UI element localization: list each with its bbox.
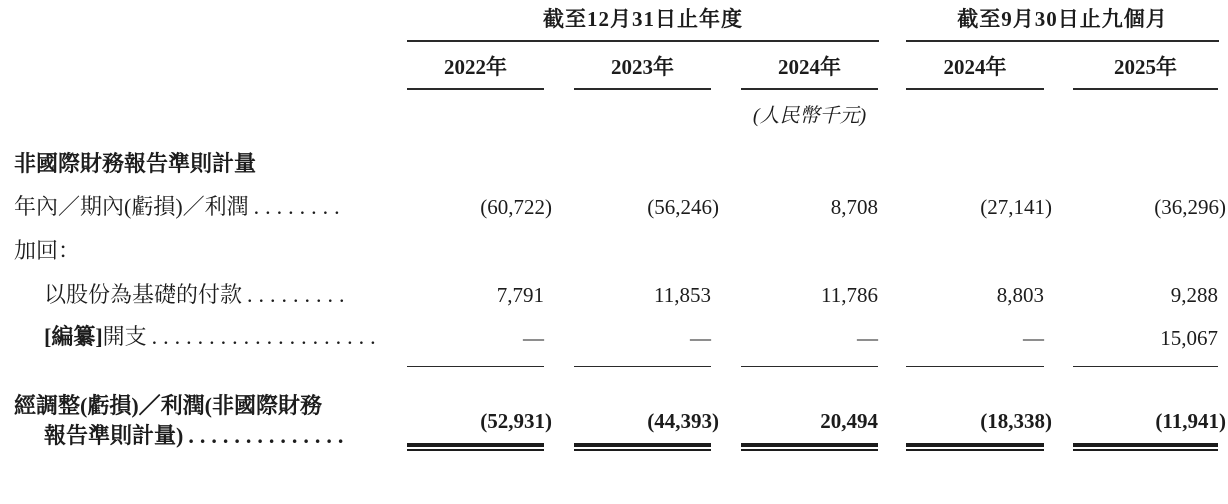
section-header-row	[14, 150, 1228, 178]
group-annual-title: 截至12月31日止年度	[543, 7, 743, 31]
double-rule	[1073, 406, 1226, 451]
year-header-2025-9m: 2025年	[1073, 54, 1218, 90]
year-header-2022: 2022年	[407, 54, 544, 90]
listing-value-2023: —	[690, 325, 711, 350]
row-label	[14, 192, 406, 222]
adjusted-value-2023: (44,393)	[647, 408, 719, 433]
column-group-header-row	[14, 6, 1228, 42]
group-annual-header	[407, 6, 879, 42]
listing-value-2025-9m: 15,067	[1160, 325, 1218, 350]
sbp-value-2024: 11,786	[821, 283, 878, 307]
adjusted-value-2025-9m: (11,941)	[1155, 408, 1226, 433]
row-label	[14, 280, 406, 310]
dot-leader: ........	[253, 194, 346, 219]
listing-value-2022: —	[523, 325, 544, 350]
row-label	[14, 322, 406, 367]
year-header-2024-9m: 2024年	[906, 54, 1044, 90]
group-nine-month-title: 截至9月30日止九個月	[957, 7, 1168, 31]
sbp-value-2025-9m: 9,288	[1170, 283, 1218, 307]
net-value-2024-9m: (27,141)	[980, 195, 1052, 219]
dot-leader: .........	[247, 282, 351, 307]
row-add-back	[14, 236, 1228, 266]
dot-leader: ..............	[188, 422, 350, 448]
year-header-2024: 2024年	[741, 54, 878, 90]
net-value-2024: 8,708	[830, 195, 878, 219]
year-header-row	[14, 54, 1228, 90]
adjusted-label-line1: 經調整(虧損)／利潤(非國際財務	[14, 392, 322, 418]
row-label-text: 報告準則計量)	[44, 422, 184, 448]
group-nine-month-header	[906, 6, 1219, 42]
row-share-based-payments	[14, 280, 1228, 310]
row-net-loss-profit	[14, 192, 1228, 222]
row-label	[14, 391, 406, 451]
row-listing-expenses	[14, 322, 1228, 367]
adjusted-value-2022: (52,931)	[480, 408, 552, 433]
sbp-value-2024-9m: 8,803	[996, 283, 1044, 307]
double-rule	[574, 406, 719, 451]
double-rule	[906, 406, 1052, 451]
redacted-tag: [編纂]	[44, 324, 103, 349]
double-rule	[741, 406, 878, 451]
row-adjusted-total	[14, 391, 1228, 451]
adjusted-value-2024-9m: (18,338)	[980, 408, 1052, 433]
add-back-label: 加回：	[14, 238, 81, 263]
double-rule	[407, 406, 552, 451]
year-header-2023: 2023年	[574, 54, 711, 90]
sbp-value-2023: 11,853	[654, 283, 711, 307]
row-label-text: 年內／期內(虧損)／利潤	[14, 194, 249, 219]
listing-value-2024-9m: —	[1023, 325, 1044, 350]
unit-note-row	[14, 102, 1228, 130]
currency-unit-note: (人民幣千元)	[752, 105, 867, 127]
adjusted-label-line2	[14, 421, 406, 451]
section-header: 非國際財務報告準則計量	[14, 151, 257, 176]
net-value-2025-9m: (36,296)	[1154, 195, 1226, 219]
row-label-text: 開支	[102, 324, 147, 349]
sbp-value-2022: 7,791	[496, 283, 544, 307]
net-value-2022: (60,722)	[480, 195, 552, 219]
dot-leader: ....................	[151, 324, 382, 349]
adjusted-value-2024: 20,494	[820, 408, 878, 433]
net-value-2023: (56,246)	[647, 195, 719, 219]
row-label-text: 以股份為基礎的付款	[44, 282, 243, 307]
listing-value-2024: —	[857, 325, 878, 350]
